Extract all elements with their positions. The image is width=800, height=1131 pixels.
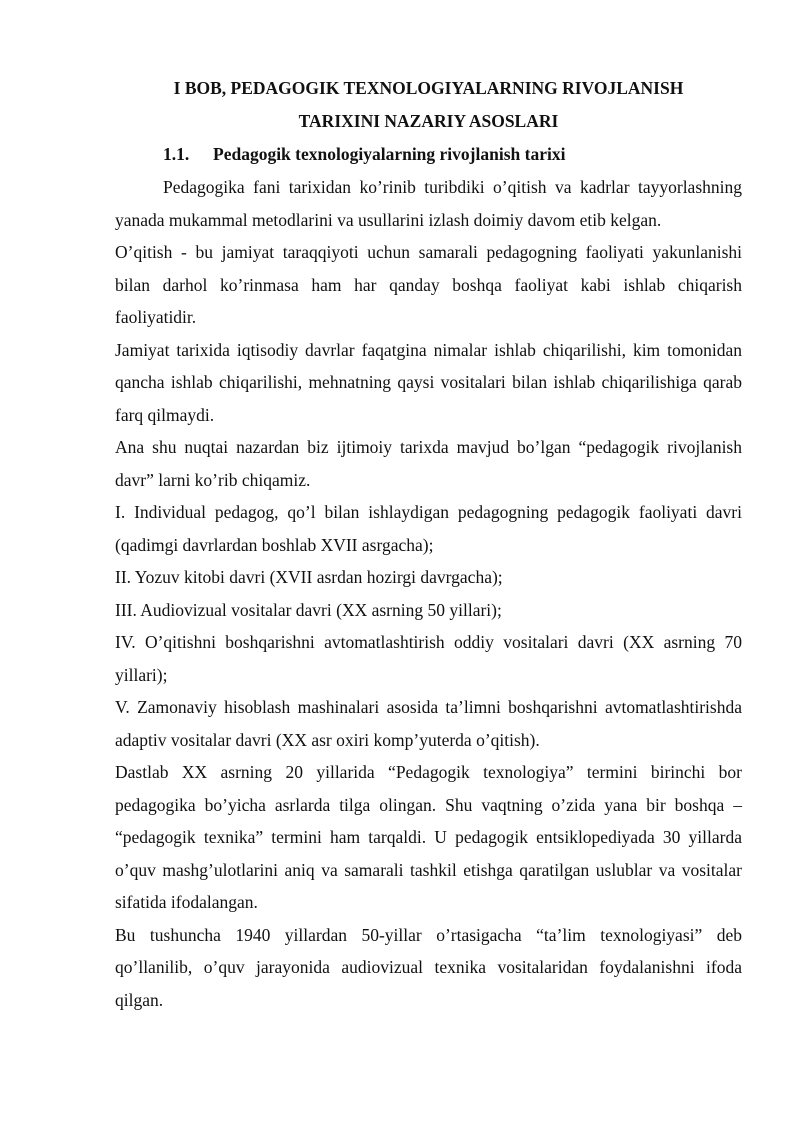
- period-list-item: III. Audiovizual vositalar davri (XX asrning 50 yillari);: [115, 599, 502, 620]
- chapter-title-line-1: I BOB, PEDAGOGIK TEXNOLOGIYALARNING RIVOJLANISH: [173, 78, 684, 98]
- period-list-item: I. Individual pedagog, qo’l bilan ishlaydigan pedagogning pedagogik faoliyati davri (qadimgi davrlardan boshlab XVII asrgacha);: [115, 502, 742, 555]
- period-list-item: II. Yozuv kitobi davri (XVII asrdan hozirgi davrgacha);: [115, 567, 503, 587]
- paragraph: Bu tushuncha 1940 yillardan 50-yillar o’rtasigacha “ta’lim texnologiyasi” deb qo’llanilib, o’quv jarayonida audiovizual texnika vositalaridan foydalanishni ifoda qilgan.: [115, 924, 742, 1010]
- chapter-title: [115, 70, 742, 138]
- period-list-item: IV. O’qitishni boshqarishni avtomatlashtirish oddiy vositalari davri (XX asrning 70 yillari);: [115, 632, 742, 685]
- document-body: [115, 70, 742, 1016]
- paragraph: O’qitish - bu jamiyat taraqqiyoti uchun samarali pedagogning faoliyati yakunlanishi bilan darhol ko’rinmasa ham har qanday boshqa faoliyat kabi ishlab chiqarish faoliyatidir.: [115, 242, 742, 327]
- chapter-title-line-2: TARIXINI NAZARIY ASOSLARI: [298, 111, 559, 131]
- section-heading: [115, 138, 742, 171]
- paragraph: Jamiyat tarixida iqtisodiy davrlar faqatgina nimalar ishlab chiqarilishi, kim tomonidan qancha ishlab chiqarilishi, mehnatning qaysi vositalari bilan ishlab chiqarilishiga qarab farq qilmaydi.: [115, 339, 742, 425]
- paragraph: Ana shu nuqtai nazardan biz ijtimoiy tarixda mavjud bo’lgan “pedagogik rivojlanish davr” larni ko’rib chiqamiz.: [115, 437, 742, 490]
- section-title: Pedagogik texnologiyalarning rivojlanish tarixi: [213, 144, 566, 164]
- period-list-item: V. Zamonaviy hisoblash mashinalari asosida ta’limni boshqarishni avtomatlashtirishda adaptiv vositalar davri (XX asr oxiri komp’yuterda o’qitish).: [115, 697, 742, 750]
- paragraph: Pedagogika fani tarixidan ko’rinib turibdiki o’qitish va kadrlar tayyorlashning yanada mukammal metodlarini va usullarini izlash doimiy davom etib kelgan.: [115, 177, 742, 230]
- paragraph: Dastlab XX asrning 20 yillarida “Pedagogik texnologiya” termini birinchi bor pedagogika bo’yicha asrlarda tilga olingan. Shu vaqtning o’zida yana bir boshqa – “pedagogik texnika” termini ham tarqaldi. U pedagogik entsiklopediyada 30 yillarda o’quv mashg’ulotlarini aniq va samarali tashkil etishga qaratilgan uslublar va vositalar sifatida ifodalangan.: [115, 762, 742, 912]
- section-number: 1.1.: [163, 144, 190, 164]
